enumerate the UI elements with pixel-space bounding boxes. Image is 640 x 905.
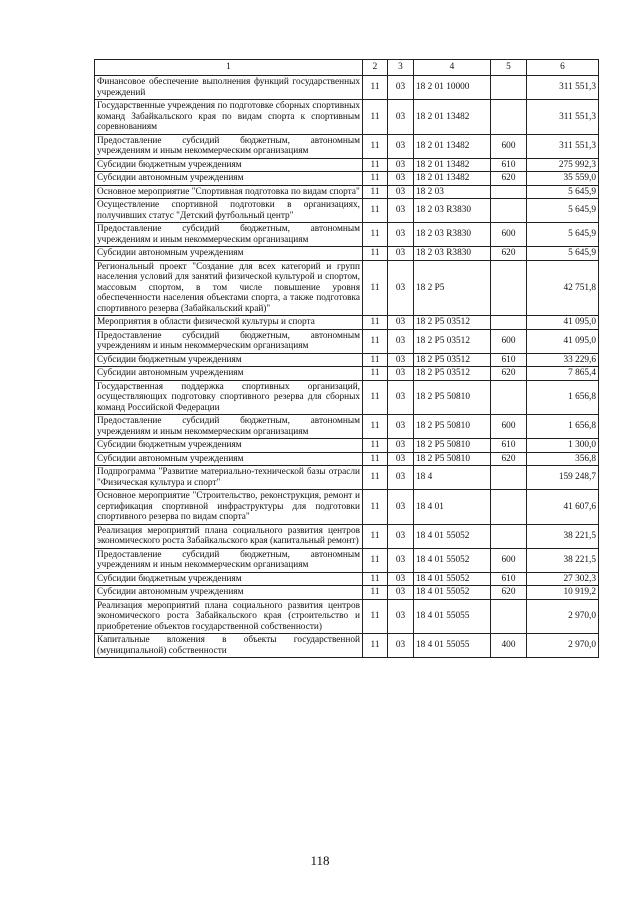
target-article-cell: 18 2 P5 03512 <box>414 329 491 353</box>
subsection-cell: 03 <box>388 548 414 572</box>
subsection-cell: 03 <box>388 76 414 100</box>
section-cell: 11 <box>363 586 388 600</box>
table-row <box>95 185 599 199</box>
item-name-cell: Субсидии бюджетным учреждениям <box>95 353 363 367</box>
subsection-cell: 03 <box>388 316 414 330</box>
subsection-cell: 03 <box>388 415 414 439</box>
subsection-cell: 03 <box>388 353 414 367</box>
amount-cell: 2 970,0 <box>527 599 599 634</box>
item-name-cell: Государственная поддержка спортивных организаций, осуществляющих подготовку спортивного резерва для сборных команд Российской Федерации <box>95 380 363 415</box>
section-cell: 11 <box>363 199 388 223</box>
expense-type-cell <box>491 524 527 548</box>
item-name-cell: Субсидии бюджетным учреждениям <box>95 572 363 586</box>
expense-type-cell: 600 <box>491 415 527 439</box>
expense-type-cell <box>491 599 527 634</box>
expense-type-cell <box>491 490 527 525</box>
table-row <box>95 260 599 316</box>
table-row <box>95 367 599 381</box>
expense-type-cell: 400 <box>491 634 527 658</box>
amount-cell: 1 300,0 <box>527 439 599 453</box>
amount-cell: 38 221,5 <box>527 524 599 548</box>
item-name-cell: Подпрограмма "Развитие материально-технической базы отрасли "Физическая культура и спорт" <box>95 466 363 490</box>
section-cell: 11 <box>363 76 388 100</box>
column-header: 4 <box>414 60 491 76</box>
target-article-cell: 18 2 P5 03512 <box>414 353 491 367</box>
table-row <box>95 572 599 586</box>
amount-cell: 33 229,6 <box>527 353 599 367</box>
expense-type-cell <box>491 76 527 100</box>
amount-cell: 356,8 <box>527 452 599 466</box>
amount-cell: 41 095,0 <box>527 316 599 330</box>
amount-cell: 1 656,8 <box>527 380 599 415</box>
amount-cell: 311 551,3 <box>527 100 599 135</box>
subsection-cell: 03 <box>388 634 414 658</box>
subsection-cell: 03 <box>388 185 414 199</box>
target-article-cell: 18 4 01 55052 <box>414 586 491 600</box>
budget-table <box>94 59 599 658</box>
target-article-cell: 18 4 01 55052 <box>414 548 491 572</box>
item-name-cell: Основное мероприятие "Строительство, реконструкция, ремонт и сертификация спортивной инфраструктуры для подготовки спортивного резерва по видам спорта" <box>95 490 363 525</box>
table-row <box>95 439 599 453</box>
target-article-cell: 18 2 P5 03512 <box>414 367 491 381</box>
amount-cell: 27 302,3 <box>527 572 599 586</box>
target-article-cell: 18 2 03 R3830 <box>414 223 491 247</box>
target-article-cell: 18 4 01 55052 <box>414 524 491 548</box>
target-article-cell: 18 4 01 55055 <box>414 634 491 658</box>
expense-type-cell <box>491 199 527 223</box>
subsection-cell: 03 <box>388 329 414 353</box>
amount-cell: 7 865,4 <box>527 367 599 381</box>
table-row <box>95 599 599 634</box>
target-article-cell: 18 4 01 <box>414 490 491 525</box>
expense-type-cell: 620 <box>491 586 527 600</box>
section-cell: 11 <box>363 100 388 135</box>
subsection-cell: 03 <box>388 490 414 525</box>
item-name-cell: Осуществление спортивной подготовки в организациях, получивших статус "Детский футбольный центр" <box>95 199 363 223</box>
item-name-cell: Капитальные вложения в объекты государственной (муниципальной) собственности <box>95 634 363 658</box>
subsection-cell: 03 <box>388 367 414 381</box>
item-name-cell: Субсидии бюджетным учреждениям <box>95 158 363 172</box>
item-name-cell: Финансовое обеспечение выполнения функций государственных учреждений <box>95 76 363 100</box>
item-name-cell: Предоставление субсидий бюджетным, автономным учреждениям и иным некоммерческим организациям <box>95 548 363 572</box>
expense-type-cell: 620 <box>491 367 527 381</box>
section-cell: 11 <box>363 247 388 261</box>
section-cell: 11 <box>363 439 388 453</box>
amount-cell: 5 645,9 <box>527 247 599 261</box>
target-article-cell: 18 2 P5 50810 <box>414 452 491 466</box>
section-cell: 11 <box>363 260 388 316</box>
table-row <box>95 586 599 600</box>
table-row <box>95 223 599 247</box>
expense-type-cell: 620 <box>491 452 527 466</box>
table-row <box>95 172 599 186</box>
expense-type-cell: 600 <box>491 134 527 158</box>
target-article-cell: 18 2 01 10000 <box>414 76 491 100</box>
subsection-cell: 03 <box>388 158 414 172</box>
expense-type-cell: 600 <box>491 329 527 353</box>
item-name-cell: Государственные учреждения по подготовке сборных спортивных команд Забайкальского края по видам спорта к спортивным соревнованиям <box>95 100 363 135</box>
expense-type-cell <box>491 380 527 415</box>
section-cell: 11 <box>363 367 388 381</box>
target-article-cell: 18 2 01 13482 <box>414 134 491 158</box>
item-name-cell: Субсидии автономным учреждениям <box>95 367 363 381</box>
page-number: 118 <box>310 853 330 868</box>
expense-type-cell: 610 <box>491 439 527 453</box>
amount-cell: 159 248,7 <box>527 466 599 490</box>
subsection-cell: 03 <box>388 100 414 135</box>
amount-cell: 311 551,3 <box>527 134 599 158</box>
section-cell: 11 <box>363 158 388 172</box>
column-header: 3 <box>388 60 414 76</box>
section-cell: 11 <box>363 172 388 186</box>
subsection-cell: 03 <box>388 439 414 453</box>
section-cell: 11 <box>363 599 388 634</box>
subsection-cell: 03 <box>388 572 414 586</box>
section-cell: 11 <box>363 572 388 586</box>
column-header: 5 <box>491 60 527 76</box>
amount-cell: 5 645,9 <box>527 199 599 223</box>
target-article-cell: 18 2 P5 <box>414 260 491 316</box>
expense-type-cell: 610 <box>491 572 527 586</box>
target-article-cell: 18 4 01 55055 <box>414 599 491 634</box>
section-cell: 11 <box>363 452 388 466</box>
subsection-cell: 03 <box>388 452 414 466</box>
item-name-cell: Субсидии бюджетным учреждениям <box>95 439 363 453</box>
amount-cell: 42 751,8 <box>527 260 599 316</box>
target-article-cell: 18 4 <box>414 466 491 490</box>
target-article-cell: 18 2 03 <box>414 185 491 199</box>
item-name-cell: Реализация мероприятий плана социального развития центров экономического роста Забайкальского края (строительство и приобретение объектов государственной собственности) <box>95 599 363 634</box>
target-article-cell: 18 2 P5 50810 <box>414 415 491 439</box>
amount-cell: 5 645,9 <box>527 223 599 247</box>
header-row <box>95 60 599 76</box>
table-row <box>95 490 599 525</box>
table-row <box>95 452 599 466</box>
table-row <box>95 415 599 439</box>
table-row <box>95 199 599 223</box>
target-article-cell: 18 2 03 R3830 <box>414 247 491 261</box>
column-header: 2 <box>363 60 388 76</box>
expense-type-cell <box>491 185 527 199</box>
amount-cell: 5 645,9 <box>527 185 599 199</box>
item-name-cell: Реализация мероприятий плана социального развития центров экономического роста Забайкальского края (капитальный ремонт) <box>95 524 363 548</box>
table-row <box>95 100 599 135</box>
section-cell: 11 <box>363 134 388 158</box>
table-row <box>95 247 599 261</box>
amount-cell: 275 992,3 <box>527 158 599 172</box>
item-name-cell: Субсидии автономным учреждениям <box>95 586 363 600</box>
table-row <box>95 158 599 172</box>
section-cell: 11 <box>363 466 388 490</box>
target-article-cell: 18 4 01 55052 <box>414 572 491 586</box>
target-article-cell: 18 2 01 13482 <box>414 158 491 172</box>
subsection-cell: 03 <box>388 380 414 415</box>
section-cell: 11 <box>363 490 388 525</box>
section-cell: 11 <box>363 380 388 415</box>
target-article-cell: 18 2 01 13482 <box>414 172 491 186</box>
expense-type-cell <box>491 466 527 490</box>
item-name-cell: Мероприятия в области физической культуры и спорта <box>95 316 363 330</box>
section-cell: 11 <box>363 329 388 353</box>
item-name-cell: Субсидии автономным учреждениям <box>95 247 363 261</box>
item-name-cell: Основное мероприятие "Спортивная подготовка по видам спорта" <box>95 185 363 199</box>
expense-type-cell: 620 <box>491 247 527 261</box>
section-cell: 11 <box>363 524 388 548</box>
amount-cell: 38 221,5 <box>527 548 599 572</box>
amount-cell: 1 656,8 <box>527 415 599 439</box>
subsection-cell: 03 <box>388 599 414 634</box>
expense-type-cell: 620 <box>491 172 527 186</box>
table-row <box>95 353 599 367</box>
table-row <box>95 634 599 658</box>
target-article-cell: 18 2 P5 50810 <box>414 439 491 453</box>
expense-type-cell: 600 <box>491 548 527 572</box>
section-cell: 11 <box>363 223 388 247</box>
item-name-cell: Предоставление субсидий бюджетным, автономным учреждениям и иным некоммерческим организациям <box>95 415 363 439</box>
item-name-cell: Предоставление субсидий бюджетным, автономным учреждениям и иным некоммерческим организациям <box>95 329 363 353</box>
section-cell: 11 <box>363 634 388 658</box>
expense-type-cell: 610 <box>491 353 527 367</box>
amount-cell: 35 559,0 <box>527 172 599 186</box>
column-header: 6 <box>527 60 599 76</box>
target-article-cell: 18 2 03 R3830 <box>414 199 491 223</box>
section-cell: 11 <box>363 548 388 572</box>
section-cell: 11 <box>363 353 388 367</box>
table-row <box>95 76 599 100</box>
subsection-cell: 03 <box>388 466 414 490</box>
section-cell: 11 <box>363 185 388 199</box>
subsection-cell: 03 <box>388 172 414 186</box>
table-row <box>95 134 599 158</box>
amount-cell: 10 919,2 <box>527 586 599 600</box>
expense-type-cell <box>491 260 527 316</box>
expense-type-cell: 610 <box>491 158 527 172</box>
table-row <box>95 316 599 330</box>
item-name-cell: Предоставление субсидий бюджетным, автономным учреждениям и иным некоммерческим организациям <box>95 134 363 158</box>
subsection-cell: 03 <box>388 199 414 223</box>
subsection-cell: 03 <box>388 247 414 261</box>
table-body <box>95 76 599 658</box>
column-header: 1 <box>95 60 363 76</box>
table-row <box>95 466 599 490</box>
subsection-cell: 03 <box>388 134 414 158</box>
expense-type-cell <box>491 316 527 330</box>
amount-cell: 311 551,3 <box>527 76 599 100</box>
table-row <box>95 524 599 548</box>
section-cell: 11 <box>363 415 388 439</box>
table-row <box>95 329 599 353</box>
amount-cell: 41 607,6 <box>527 490 599 525</box>
subsection-cell: 03 <box>388 586 414 600</box>
target-article-cell: 18 2 P5 03512 <box>414 316 491 330</box>
amount-cell: 2 970,0 <box>527 634 599 658</box>
item-name-cell: Субсидии автономным учреждениям <box>95 172 363 186</box>
item-name-cell: Предоставление субсидий бюджетным, автономным учреждениям и иным некоммерческим организациям <box>95 223 363 247</box>
target-article-cell: 18 2 P5 50810 <box>414 380 491 415</box>
subsection-cell: 03 <box>388 223 414 247</box>
amount-cell: 41 095,0 <box>527 329 599 353</box>
target-article-cell: 18 2 01 13482 <box>414 100 491 135</box>
subsection-cell: 03 <box>388 260 414 316</box>
subsection-cell: 03 <box>388 524 414 548</box>
item-name-cell: Региональный проект "Создание для всех категорий и групп населения условий для занятий физической культурой и спортом, массовым спортом, в том числе повышение уровня обеспеченности населения объектами спорта, а также подготовка спортивного резерва (Забайкальский край)" <box>95 260 363 316</box>
expense-type-cell <box>491 100 527 135</box>
item-name-cell: Субсидии автономным учреждениям <box>95 452 363 466</box>
expense-type-cell: 600 <box>491 223 527 247</box>
table-row <box>95 548 599 572</box>
section-cell: 11 <box>363 316 388 330</box>
table-row <box>95 380 599 415</box>
